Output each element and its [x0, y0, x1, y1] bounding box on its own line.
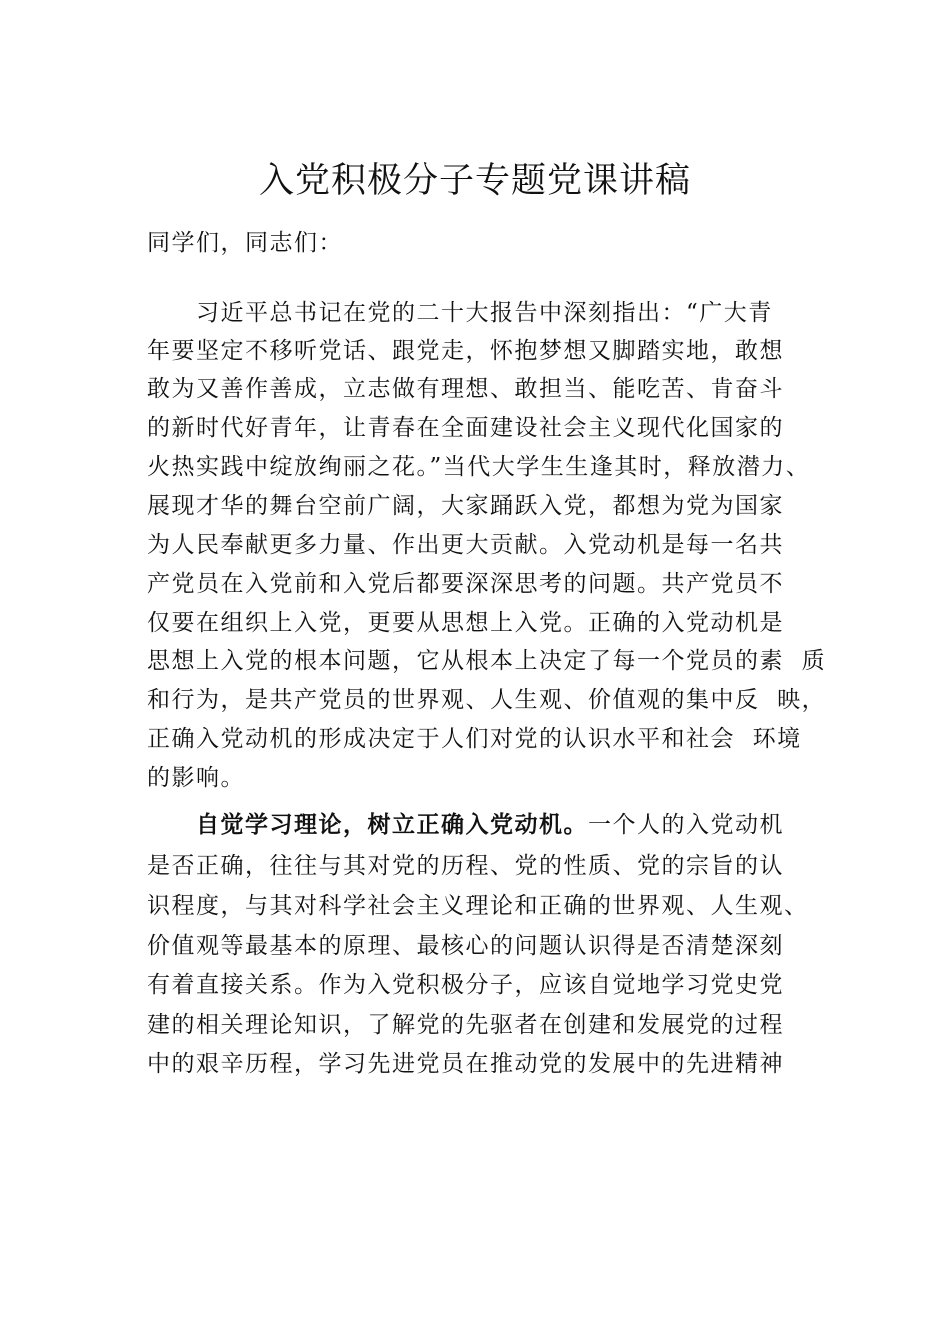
- paragraph2-line: 中的艰辛历程，学习先进党员在推动党的发展中的先进精神: [147, 1051, 784, 1077]
- paragraph1-line: 思想上入党的根本问题，它从根本上决定了每一个党员的素 质: [147, 648, 827, 674]
- paragraph2-first-line: [196, 810, 784, 840]
- paragraph2-line: 识程度，与其对科学社会主义理论和正确的世界观、人生观、: [147, 893, 809, 919]
- paragraph1-line: 的新时代好青年，让青春在全面建设社会主义现代化国家的: [147, 415, 784, 441]
- paragraph1-line: 和行为，是共产党员的世界观、人生观、价值观的集中反 映，: [147, 687, 827, 713]
- paragraph1-line: 年要坚定不移听党话、跟党走，怀抱梦想又脚踏实地，敢想: [147, 338, 784, 364]
- paragraph2-first-line-text: 一个人的入党动机: [588, 812, 784, 838]
- paragraph1-line: 展现才华的舞台空前广阔，大家踊跃入党，都想为党为国家: [147, 493, 784, 519]
- paragraph1-line: 敢为又善作善成，立志做有理想、敢担当、能吃苦、肯奋斗: [147, 376, 784, 402]
- paragraph1-line: 的影响。: [147, 765, 245, 791]
- paragraph1-line: 为人民奉献更多力量、作出更大贡献。入党动机是每一名共: [147, 532, 784, 558]
- paragraph1-line: 火热实践中绽放绚丽之花。”当代大学生生逢其时，释放潜力、: [147, 454, 811, 480]
- document-title: 入党积极分子专题党课讲稿: [258, 161, 691, 201]
- paragraph2-line: 价值观等最基本的原理、最核心的问题认识得是否清楚深刻: [147, 933, 784, 959]
- paragraph2-line: 建的相关理论知识，了解党的先驱者在创建和发展党的过程: [147, 1012, 784, 1038]
- paragraph2-line: 是否正确，往往与其对党的历程、党的性质、党的宗旨的认: [147, 853, 784, 879]
- paragraph1-line: 习近平总书记在党的二十大报告中深刻指出：“广大青: [196, 300, 773, 326]
- salutation: 同学们，同志们：: [147, 230, 343, 256]
- paragraph1-line: 仅要在组织上入党，更要从思想上入党。正确的入党动机是: [147, 610, 784, 636]
- paragraph2-heading: 自觉学习理论，树立正确入党动机。: [196, 811, 588, 838]
- paragraph1-line: 正确入党动机的形成决定于人们对党的认识水平和社会 环境: [147, 726, 802, 752]
- paragraph2-line: 有着直接关系。作为入党积极分子，应该自觉地学习党史党: [147, 972, 784, 998]
- paragraph1-line: 产党员在入党前和入党后都要深深思考的问题。共产党员不: [147, 571, 784, 597]
